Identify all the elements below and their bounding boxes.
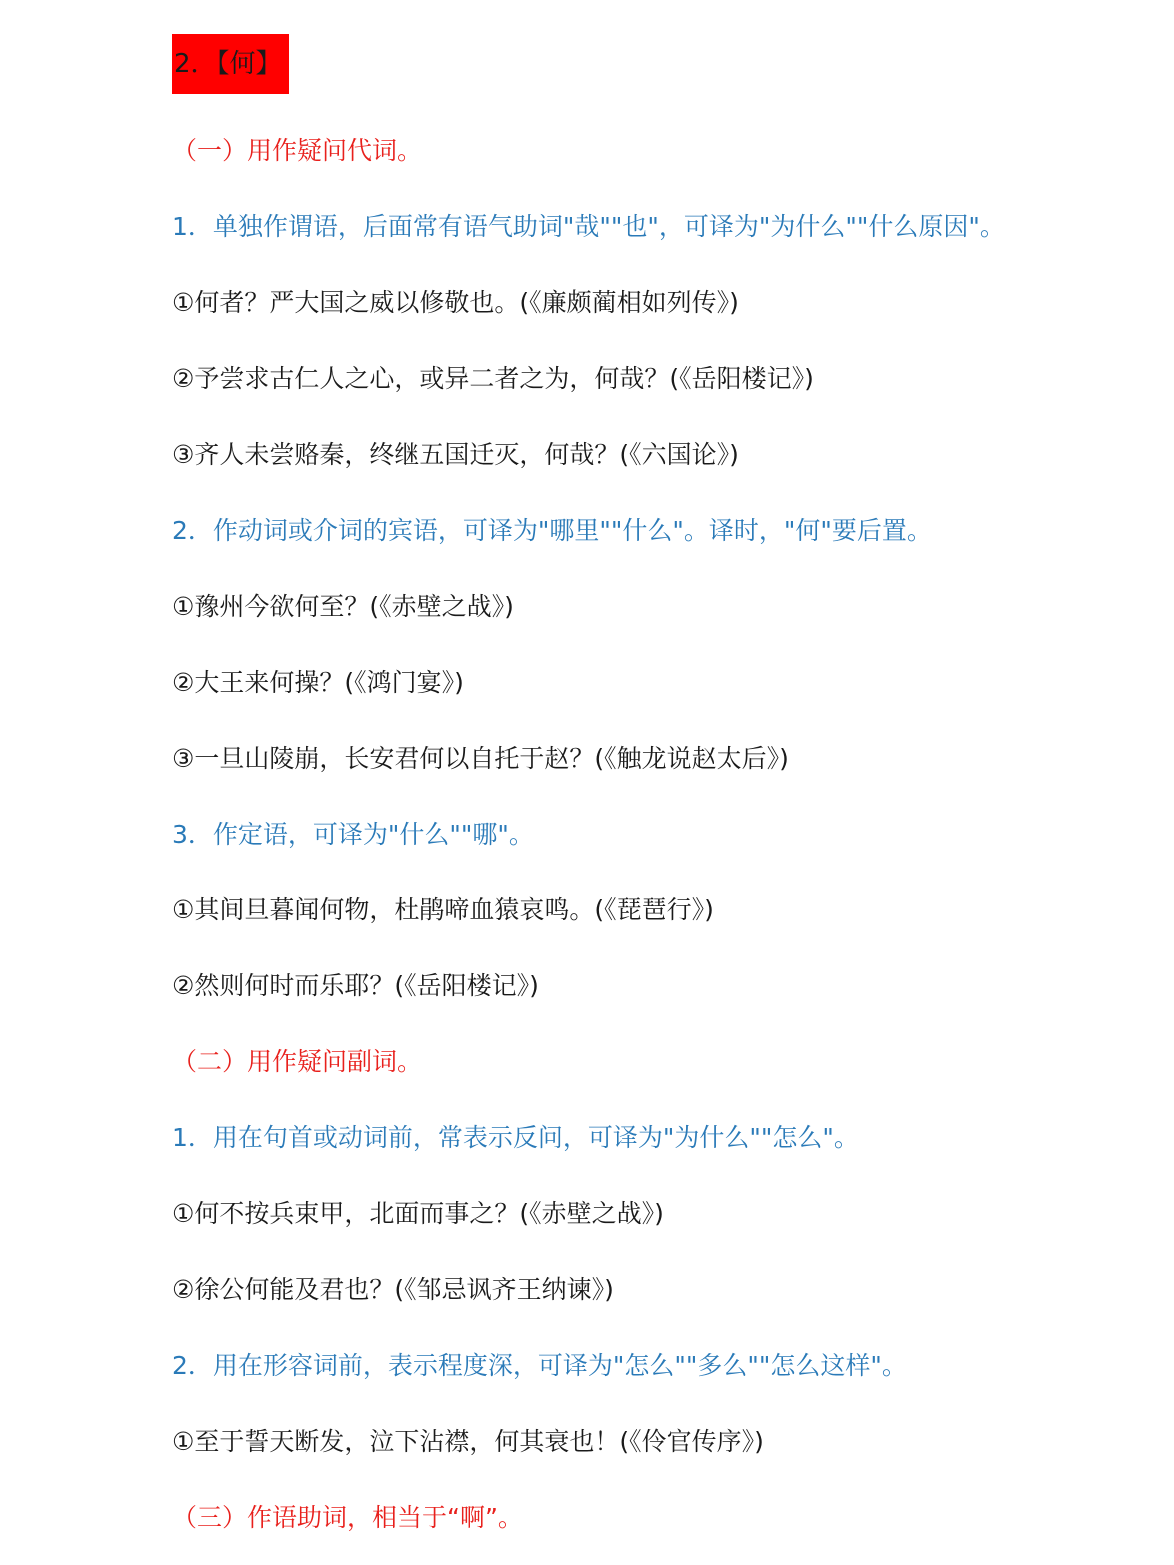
- section-heading-2: （二）用作疑问副词。: [172, 1047, 423, 1076]
- subsection-heading: 1．用在句首或动词前，常表示反问，可译为"为什么""怎么"。: [172, 1123, 859, 1152]
- subsection-heading: 1．单独作谓语，后面常有语气助词"哉""也"，可译为"为什么""什么原因"。: [172, 212, 1005, 241]
- example-line: ②然则何时而乐耶？(《岳阳楼记》): [172, 971, 539, 1000]
- example-line: ②予尝求古仁人之心，或异二者之为，何哉？(《岳阳楼记》): [172, 364, 814, 393]
- example-line: ①何不按兵束甲，北面而事之？(《赤壁之战》): [172, 1199, 664, 1228]
- example-line: ③齐人未尝赂秦，终继五国迁灭，何哉？(《六国论》): [172, 440, 739, 469]
- example-line: ①至于誓天断发，泣下沾襟，何其衰也！(《伶官传序》): [172, 1427, 764, 1456]
- example-line: ③一旦山陵崩，长安君何以自托于赵？(《触龙说赵太后》): [172, 744, 789, 773]
- example-line: ①何者？严大国之威以修敬也。(《廉颇蔺相如列传》): [172, 288, 739, 317]
- subsection-heading: 2．用在形容词前，表示程度深，可译为"怎么""多么""怎么这样"。: [172, 1351, 907, 1380]
- heading-badge: 2．【何】: [172, 34, 289, 94]
- example-line: ①其间旦暮闻何物，杜鹃啼血猿哀鸣。(《琵琶行》): [172, 895, 714, 924]
- section-heading-1: （一）用作疑问代词。: [172, 136, 423, 165]
- example-line: ①豫州今欲何至？(《赤壁之战》): [172, 592, 514, 621]
- example-line: ②徐公何能及君也？(《邹忌讽齐王纳谏》): [172, 1275, 614, 1304]
- example-line: ②大王来何操？(《鸿门宴》): [172, 668, 464, 697]
- subsection-heading: 3．作定语，可译为"什么""哪"。: [172, 820, 534, 849]
- section-heading-3: （三）作语助词，相当于“啊”。: [172, 1503, 523, 1532]
- subsection-heading: 2．作动词或介词的宾语，可译为"哪里""什么"。译时，"何"要后置。: [172, 516, 932, 545]
